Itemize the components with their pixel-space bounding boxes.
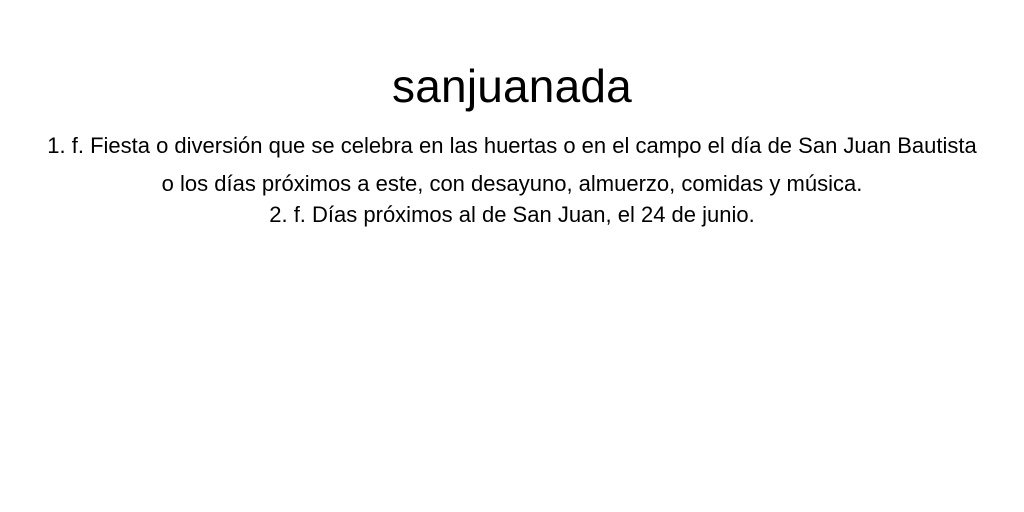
definition-list [44, 127, 980, 230]
entry-headword: sanjuanada [392, 60, 632, 112]
definition-item: 2. f. Días próximos al de San Juan, el 24 de junio. [269, 202, 755, 227]
definition-item: 1. f. Fiesta o diversión que se celebra en las huertas o en el campo el día de San Juan Bautista o los días próximos a este, con desayuno, almuerzo, comidas y música. [47, 133, 977, 196]
